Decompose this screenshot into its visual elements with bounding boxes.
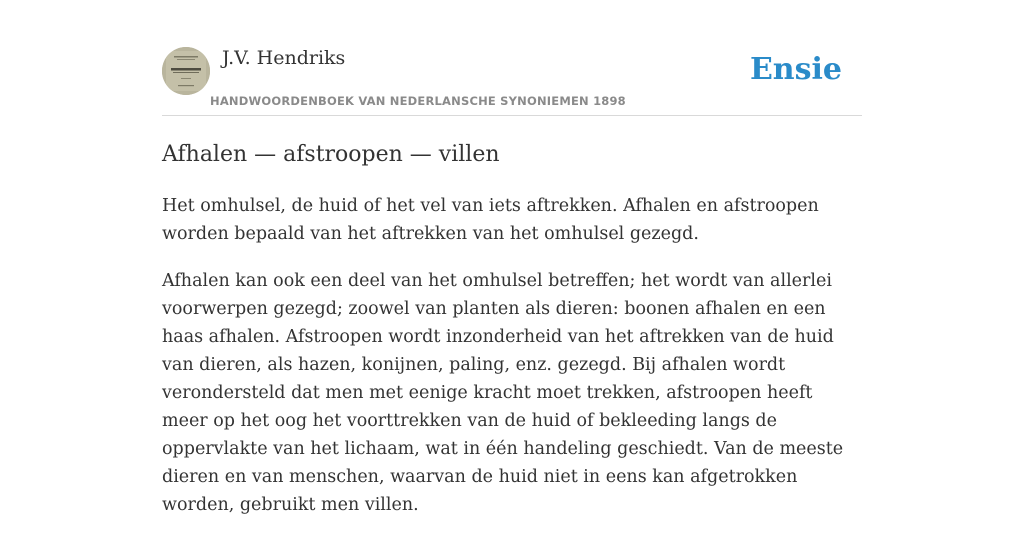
entry-body [162,192,862,538]
book-cover-avatar[interactable] [162,47,210,95]
source-title[interactable]: HANDWOORDENBOEK VAN NEDERLANSCHE SYNONIEMEN 1898 [210,94,626,108]
ensie-logo[interactable]: Ensie [749,52,842,87]
entry-title: Afhalen — afstroopen — villen [162,142,500,167]
author-name[interactable]: J.V. Hendriks [222,47,346,69]
entry-paragraph: Afhalen kan ook een deel van het omhulsel betreffen; het wordt van allerlei voorwerpen gezegd; zoowel van planten als dieren: boonen afhalen en een haas afhalen. Afstroopen wordt inzonderheid van het aftrekken van de huid van dieren, als hazen, konijnen, paling, enz. gezegd. Bij afhalen wordt verondersteld dat men met eenige kracht moet trekken, afstroopen heeft meer op het oog het voorttrekken van de huid of bekleeding langs de oppervlakte van het lichaam, wat in één handeling geschiedt. Van de meeste dieren en van menschen, waarvan de huid niet in eens kan afgetrokken worden, gebruikt men villen. [162,271,844,515]
entry-paragraph: Het omhulsel, de huid of het vel van iets aftrekken. Afhalen en afstroopen worden bepaald van het aftrekken van het omhulsel gezegd. [162,196,819,244]
entry-card [162,0,862,515]
book-cover-image [162,47,210,95]
entry-header [162,0,862,116]
